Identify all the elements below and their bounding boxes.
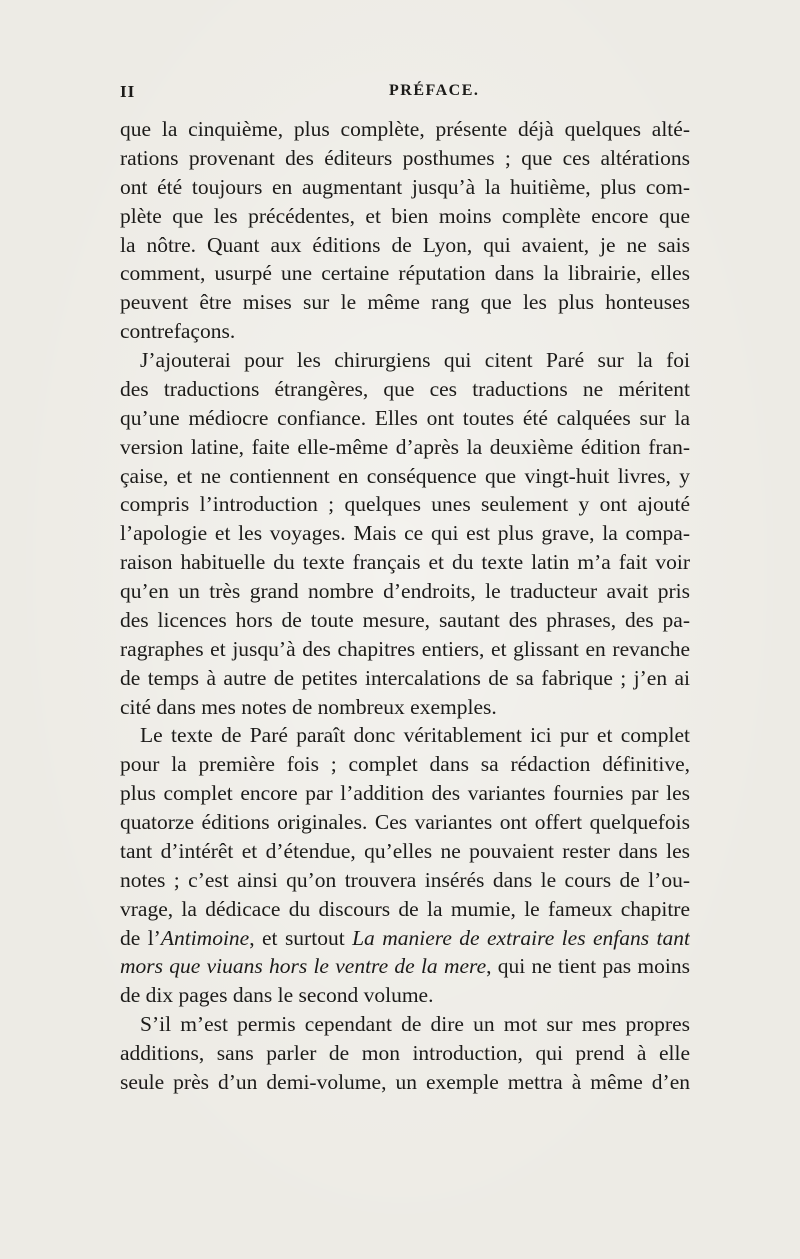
running-title: PRÉFACE. <box>389 82 480 99</box>
text-line: qu’une médiocre confiance. Elles ont toutes été calquées sur la <box>120 405 690 430</box>
page-number: II <box>120 82 136 101</box>
text-line: tant d’intérêt et d’étendue, qu’elles ne pouvaient rester dans les <box>120 838 690 863</box>
text-run: de l’ <box>120 925 161 950</box>
text-line: seule près d’un demi-volume, un exemple mettra à même d’en <box>120 1069 690 1094</box>
body-text <box>120 115 690 1097</box>
text-line: peuvent être mises sur le même rang que les plus honteuses <box>120 290 690 315</box>
italic-title-antimoine: Antimoine <box>160 925 250 950</box>
text-line: Le texte de Paré paraît donc véritablement ici pur et complet <box>140 723 690 748</box>
text-line: des licences hors de toute mesure, sautant des phrases, des pa- <box>120 607 690 632</box>
text-line: S’il m’est permis cependant de dire un mot sur mes propres <box>140 1012 690 1037</box>
text-line: notes ; c’est ainsi qu’on trouvera insérés dans le cours de l’ou- <box>120 867 690 892</box>
text-line: de dix pages dans le second volume. <box>120 983 434 1008</box>
text-line: pour la première fois ; complet dans sa rédaction définitive, <box>120 752 690 777</box>
text-line: qu’en un très grand nombre d’endroits, le traducteur avait pris <box>120 579 690 603</box>
text-line: vrage, la dédicace du discours de la mumie, le fameux chapitre <box>120 896 690 921</box>
text-line: contrefaçons. <box>120 319 236 344</box>
text-line: ont été toujours en augmentant jusqu’à la huitième, plus com- <box>120 174 690 199</box>
text-run: , qui ne tient pas moins <box>486 954 690 979</box>
text-line <box>120 952 690 981</box>
text-line: cité dans mes notes de nombreux exemples. <box>120 694 497 719</box>
text-line: J’ajouterai pour les chirurgiens qui citent Paré sur la foi <box>140 348 690 372</box>
text-line: raison habituelle du texte français et du texte latin m’a fait voir <box>120 550 690 575</box>
text-line: des traductions étrangères, que ces traductions ne méritent <box>120 376 690 401</box>
italic-title-extraire: La maniere de extraire les enfans tant <box>352 925 690 950</box>
text-line: version latine, faite elle-même d’après la deuxième édition fran- <box>120 434 690 459</box>
text-line: rations provenant des éditeurs posthumes ; que ces altérations <box>120 145 690 170</box>
text-line: compris l’introduction ; quelques unes seulement y ont ajouté <box>120 492 690 517</box>
text-run: , et surtout <box>249 925 353 950</box>
text-line: l’apologie et les voyages. Mais ce qui est plus grave, la compa- <box>120 521 690 546</box>
text-line: ragraphes et jusqu’à des chapitres entiers, et glissant en revanche <box>120 636 690 661</box>
text-line: comment, usurpé une certaine réputation dans la librairie, elles <box>120 261 690 286</box>
text-line <box>120 924 690 953</box>
text-line: plus complet encore par l’addition des variantes fournies par les <box>120 781 690 806</box>
italic-title-extraire-cont: mors que viuans hors le ventre de la mere <box>120 954 487 979</box>
text-line: de temps à autre de petites intercalations de sa fabrique ; j’en ai <box>120 665 690 690</box>
text-line: que la cinquième, plus complète, présente déjà quelques alté- <box>120 117 690 141</box>
text-line: quatorze éditions originales. Ces variantes ont offert quelquefois <box>120 810 690 834</box>
text-line: la nôtre. Quant aux éditions de Lyon, qui avaient, je ne sais <box>120 232 690 257</box>
page-header <box>120 82 690 106</box>
text-line: çaise, et ne contiennent en conséquence que vingt-huit livres, y <box>120 463 690 488</box>
text-line: plète que les précédentes, et bien moins complète encore que <box>120 203 690 228</box>
text-line: additions, sans parler de mon introduction, qui prend à elle <box>120 1041 690 1065</box>
